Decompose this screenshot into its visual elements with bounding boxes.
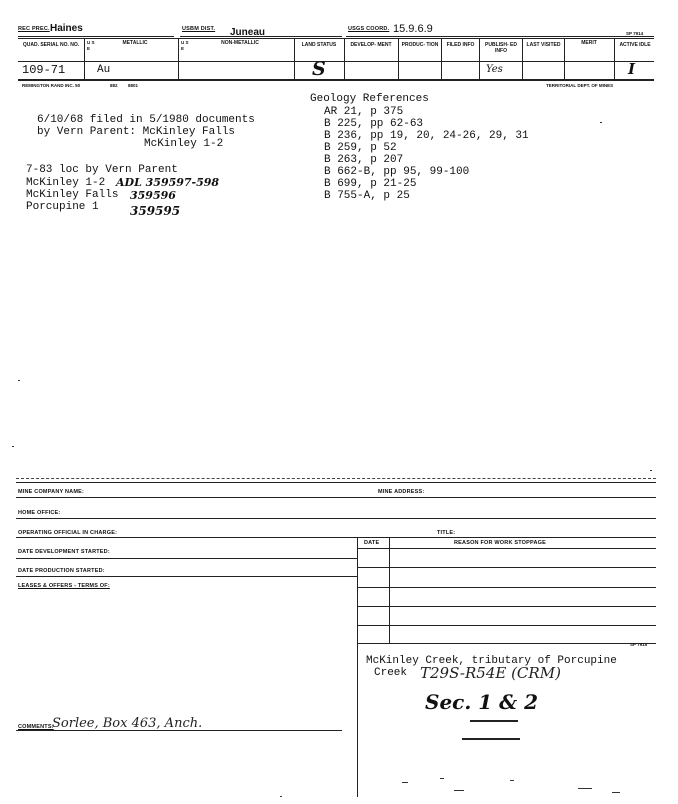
dept-line: TERRITORIAL DEPT. OF MINES [546,83,614,88]
loc-line: 7-83 loc by Vern Parent [26,164,178,176]
geology-title: Geology References [310,93,429,105]
geology-ref: B 755-A, p 25 [324,190,410,202]
use-letters-metallic: U S E [87,40,95,51]
printer-code-1: 882 [110,83,118,88]
claim-name-1: McKinley 1-2 [26,177,106,189]
mine-address-label: MINE ADDRESS: [378,489,425,495]
claim-ads-3: 359595 [130,204,181,218]
prod-started-label: DATE PRODUCTION STARTED: [18,568,105,574]
geology-ref: B 662-B, pp 95, 99-100 [324,166,470,178]
claim-name-2: McKinley Falls [26,189,119,201]
col-filed-info: FILED INFO [446,42,475,48]
home-office-label: HOME OFFICE: [18,510,61,516]
title-label: TITLE: [437,530,456,536]
form-code-bottom: SP 7915 [630,642,648,647]
col-land-status: LAND STATUS [301,42,337,48]
filed-line-1: 6/10/68 filed in 5/1980 documents [37,114,255,126]
usgs-coord-label: USGS COORD. [348,26,390,32]
col-non-metallic: NON-METALLIC [221,40,259,46]
township-range: T29S-R54E (CRM) [420,664,561,682]
reason-col-label: REASON FOR WORK STOPPAGE [454,540,546,546]
leases-label: LEASES & OFFERS - TERMS OF: [18,583,110,589]
section-number: Sec. 1 & 2 [425,690,539,714]
claim-ads-1: ADL 359597-598 [116,176,220,189]
location-line-2: Creek [374,667,408,679]
printer-code-2: 8801 [128,83,139,88]
geology-ref: B 236, pp 19, 20, 24-26, 29, 31 [324,130,529,142]
land-status-value: S [312,58,326,80]
col-metallic: METALLIC [122,40,148,46]
use-letters-nonmetallic: U S E [181,40,189,51]
rec-prec-value: Haines [50,23,83,34]
rec-prec-label: REC PREC. [18,26,50,32]
form-code-top: SP 7914 [626,31,644,36]
col-development: DEVELOP- MENT [350,42,392,48]
published-info-value: Yes [486,64,503,75]
claim-name-3: Porcupine 1 [26,201,99,213]
active-idle-value: I [628,60,636,78]
col-production: PRODUC- TION [401,42,439,48]
col-published-info: PUBLISH- ED INFO [485,42,517,54]
operating-official-label: OPERATING OFFICIAL IN CHARGE: [18,530,118,536]
location-line-1: McKinley Creek, tributary of Porcupine [366,655,617,667]
filed-line-3: McKinley 1-2 [144,138,224,150]
col-last-visited: LAST VISITED [526,42,561,48]
usbm-dist-value: Juneau [230,27,266,38]
date-col-label: DATE [364,540,380,546]
dev-started-label: DATE DEVELOPMENT STARTED: [18,549,110,555]
usgs-coord-value: 15.9.6.9 [393,23,433,35]
mine-company-label: MINE COMPANY NAME: [18,489,85,495]
comments-label: COMMENTS: [18,724,54,730]
usbm-dist-label: USBM DIST. [182,26,216,32]
geology-ref: B 225, pp 62-63 [324,118,424,130]
claim-ads-2: 359596 [130,189,176,202]
geology-ref: B 699, p 21-25 [324,178,417,190]
geology-ref: B 263, p 207 [324,154,404,166]
geology-ref: B 259, p 52 [324,142,397,154]
col-merit: MERIT [581,40,597,46]
col-active-idle: ACTIVE IDLE [619,42,651,48]
filed-line-2: by Vern Parent: McKinley Falls [37,126,236,138]
quad-serial-value: 109-71 [22,63,66,77]
col-quad-serial: QUAD. SERIAL NO. NO. [22,42,80,48]
comments-value: Sorlee, Box 463, Anch. [52,716,203,731]
metallic-value: Au [97,64,111,76]
printer-line: REMINGTON RAND INC. 50 [22,83,81,88]
geology-ref: AR 21, p 375 [324,106,404,118]
